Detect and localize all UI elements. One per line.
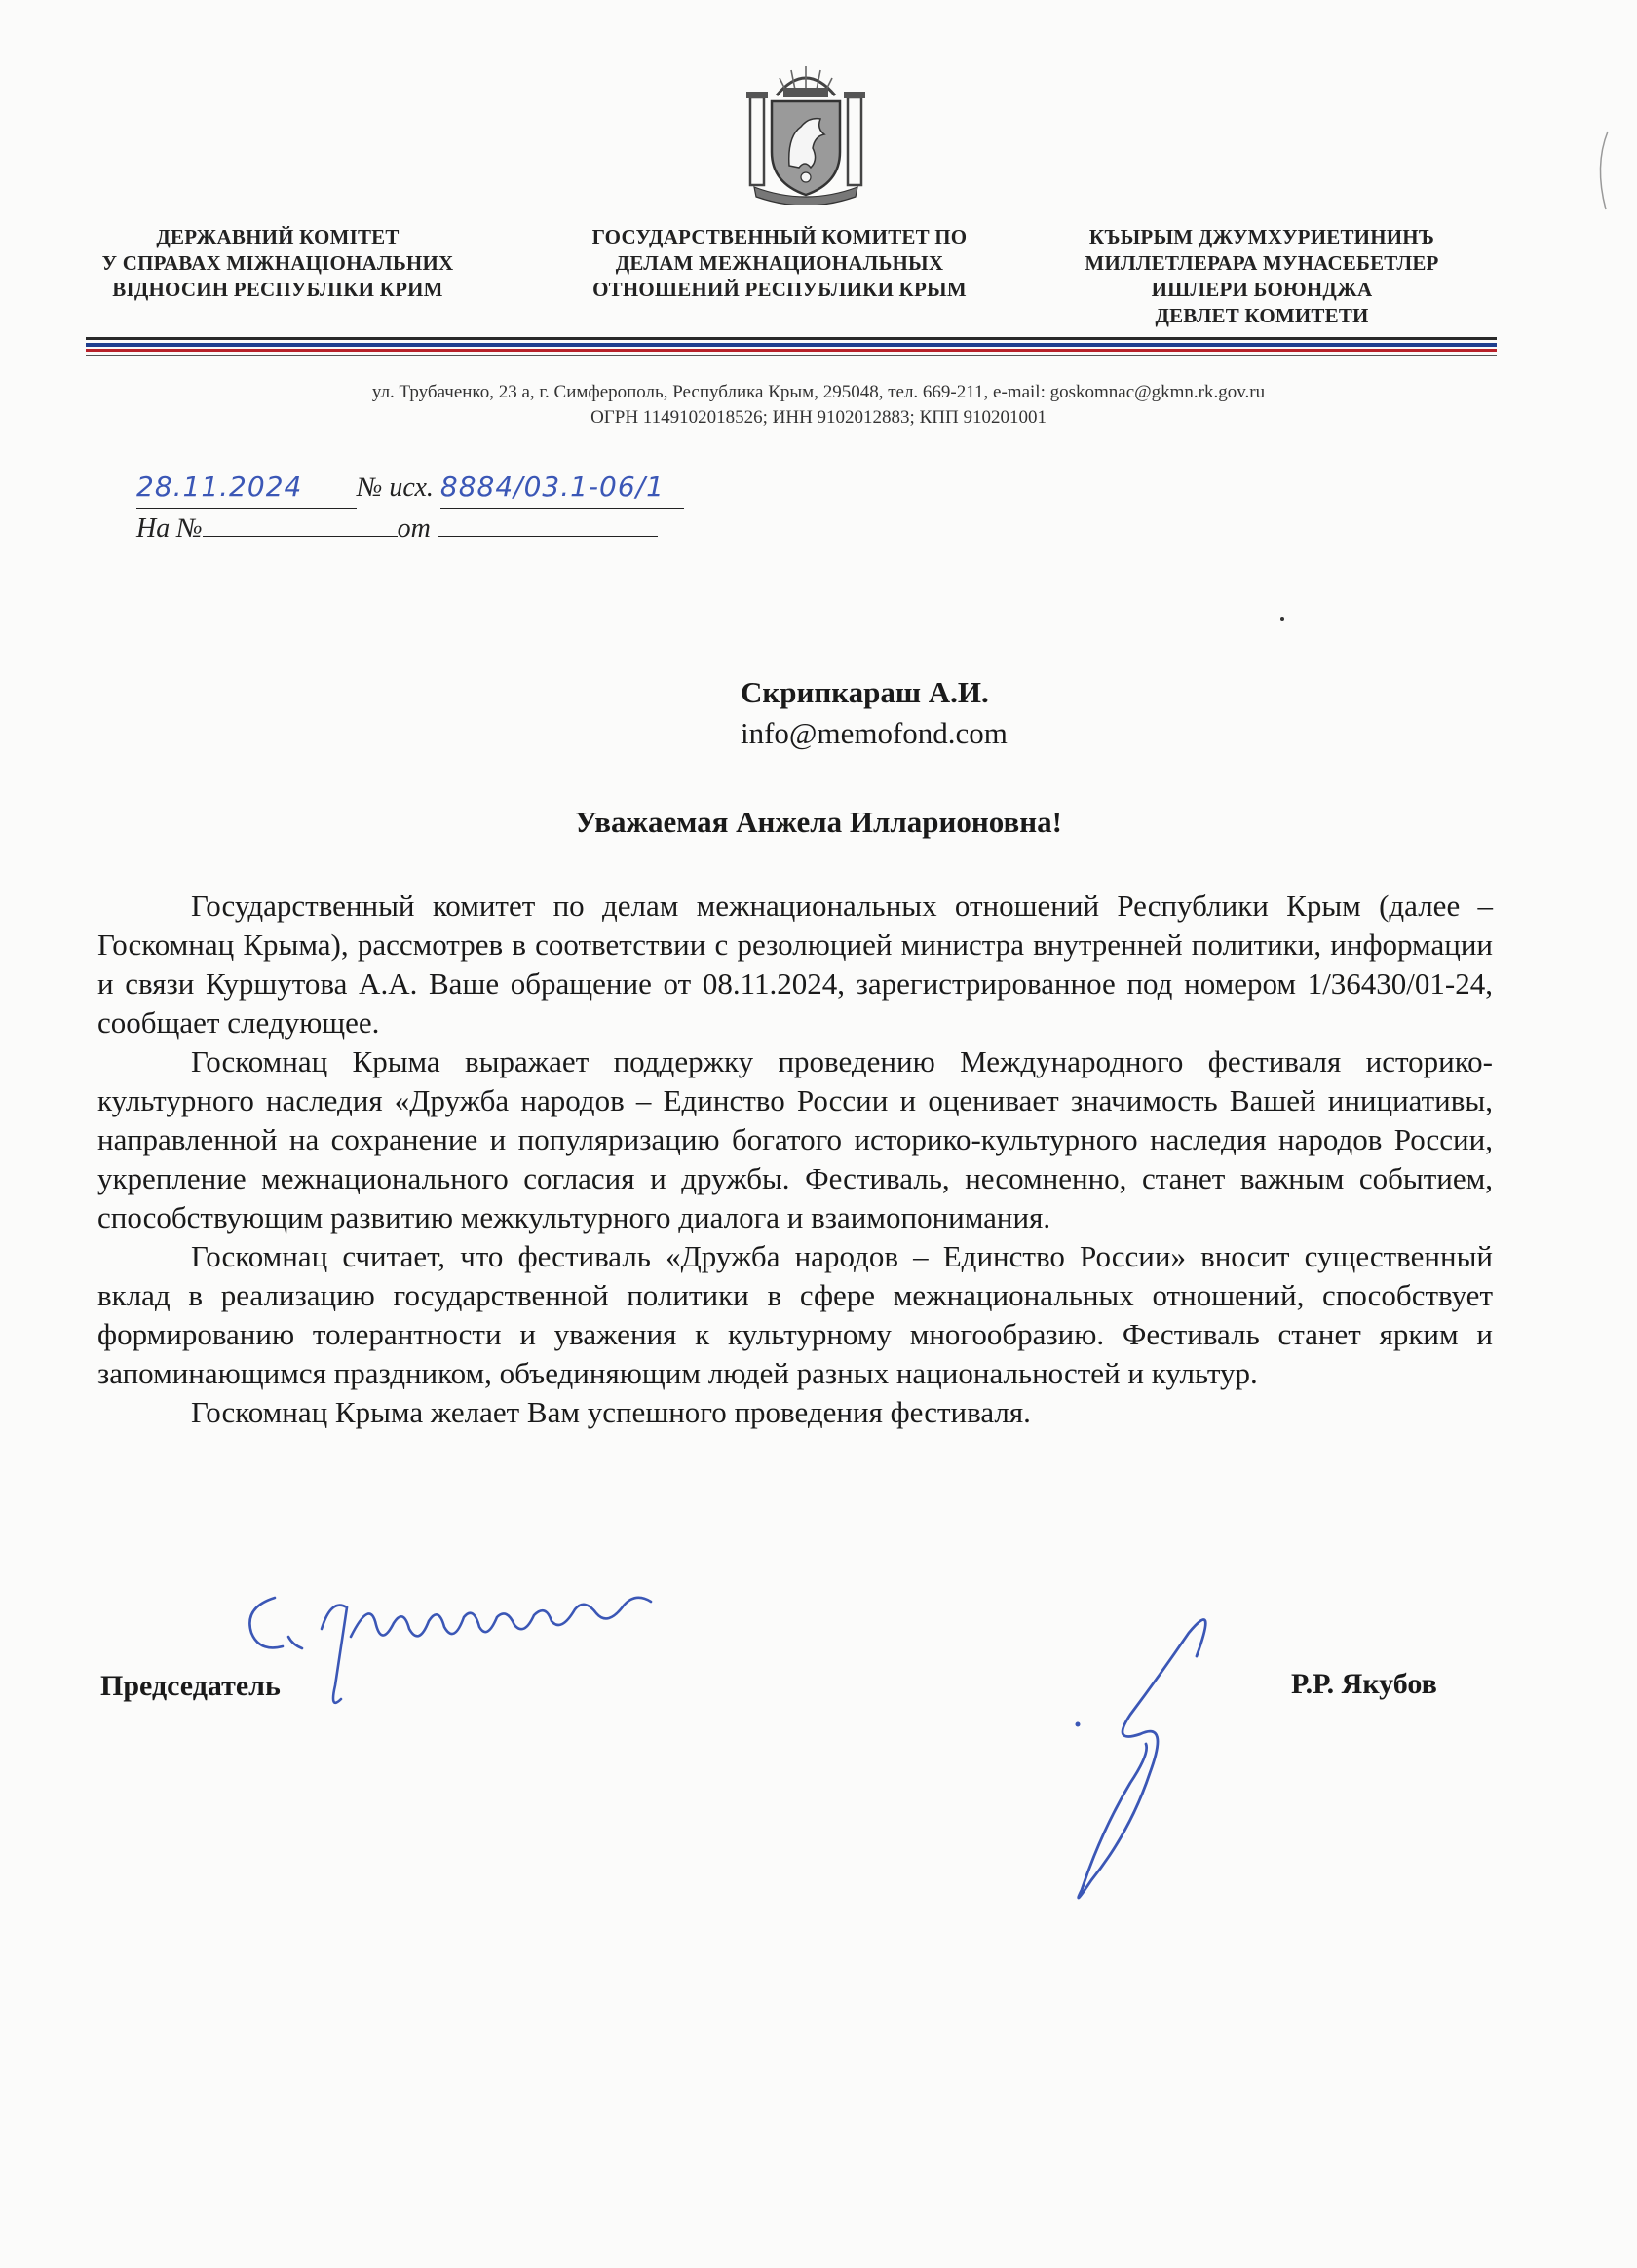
header-middle-line: ОТНОШЕНИЙ РЕСПУБЛИКИ КРЫМ — [592, 278, 967, 301]
header-left-line: ВІДНОСИН РЕСПУБЛІКИ КРИМ — [112, 278, 443, 301]
scan-edge-mark — [1588, 127, 1618, 214]
reply-number-label: На № — [136, 513, 203, 544]
signatory-name: Р.Р. Якубов — [1291, 1668, 1437, 1700]
body-paragraph: Государственный комитет по делам межнациональных отношений Республики Крым (далее – Госкомнац Крыма), рассмотрев в соответствии с резолюцией министра внутренней политики, информации и связи Куршутова А.А. Ваше обращение от 08.11.2024, зарегистрированное под номером 1/36430/01-24, сообщает следующее. — [97, 888, 1493, 1040]
recipient-name: Скрипкараш А.И. — [741, 675, 989, 709]
body-paragraph: Госкомнац Крыма выражает поддержку проведению Международного фестиваля историко-культурного наследия «Дружба народов – Единство России и оценивает значимость Вашей инициативы, направленной на сохранение и популяризацию богатого историко-культурного наследия народов России, укрепление межнационального согласия и дружбы. Фестиваль, несомненно, станет важным событием, способствующим развитию межкультурного диалога и взаимопонимания. — [97, 1044, 1493, 1234]
handwritten-number: 8884/03.1-06/1 — [439, 471, 665, 503]
signatory-title: Председатель — [100, 1670, 281, 1702]
body-paragraph: Госкомнац Крыма желает Вам успешного проведения фестиваля. — [191, 1395, 1031, 1429]
approval-signature — [249, 1598, 651, 1703]
header-right-line: ДЕВЛЕТ КОМИТЕТИ — [1155, 304, 1369, 327]
registration-line: ОГРН 1149102018526; ИНН 9102012883; КПП 910201001 — [590, 407, 1047, 428]
header-right-line: МИЛЛЕТЛЕРАРА МУНАСЕБЕТЛЕР — [1085, 251, 1439, 275]
header-middle-line: ДЕЛАМ МЕЖНАЦИОНАЛЬНЫХ — [615, 251, 944, 275]
address-line: ул. Трубаченко, 23 а, г. Симферополь, Республика Крым, 295048, тел. 669-211, e-mail: goskomnac@gkmn.rk.gov.ru — [371, 382, 1266, 402]
header-right-line: КЪЫРЫМ ДЖУМХУРИЕТИНИНЪ — [1088, 225, 1435, 248]
body-paragraph: Госкомнац считает, что фестиваль «Дружба народов – Единство России» вносит существенный вклад в реализацию государственной политики в сфере межнациональных отношений, способствует формированию толерантности и уважения к культурному многообразию. Фестиваль станет ярким и запоминающимся праздником, объединяющим людей разных национальностей и культур. — [97, 1239, 1493, 1390]
header-right-line: ИШЛЕРИ БОЮНДЖА — [1151, 278, 1373, 301]
recipient-email: info@memofond.com — [741, 716, 1008, 750]
salutation: Уважаемая Анжела Илларионовна! — [575, 805, 1062, 839]
header-left-line: ДЕРЖАВНИЙ КОМІТЕТ — [156, 225, 400, 248]
handwritten-date: 28.11.2024 — [136, 471, 303, 503]
header-left-line: У СПРАВАХ МІЖНАЦІОНАЛЬНИХ — [101, 251, 454, 275]
ink-dot — [1280, 617, 1284, 621]
from-label: от — [397, 513, 431, 544]
ink-dot — [1076, 1722, 1081, 1727]
chairman-signature — [1079, 1620, 1206, 1899]
header-middle-line: ГОСУДАРСТВЕННЫЙ КОМИТЕТ ПО — [591, 225, 968, 248]
outgoing-number-label: № исх. — [357, 472, 434, 503]
